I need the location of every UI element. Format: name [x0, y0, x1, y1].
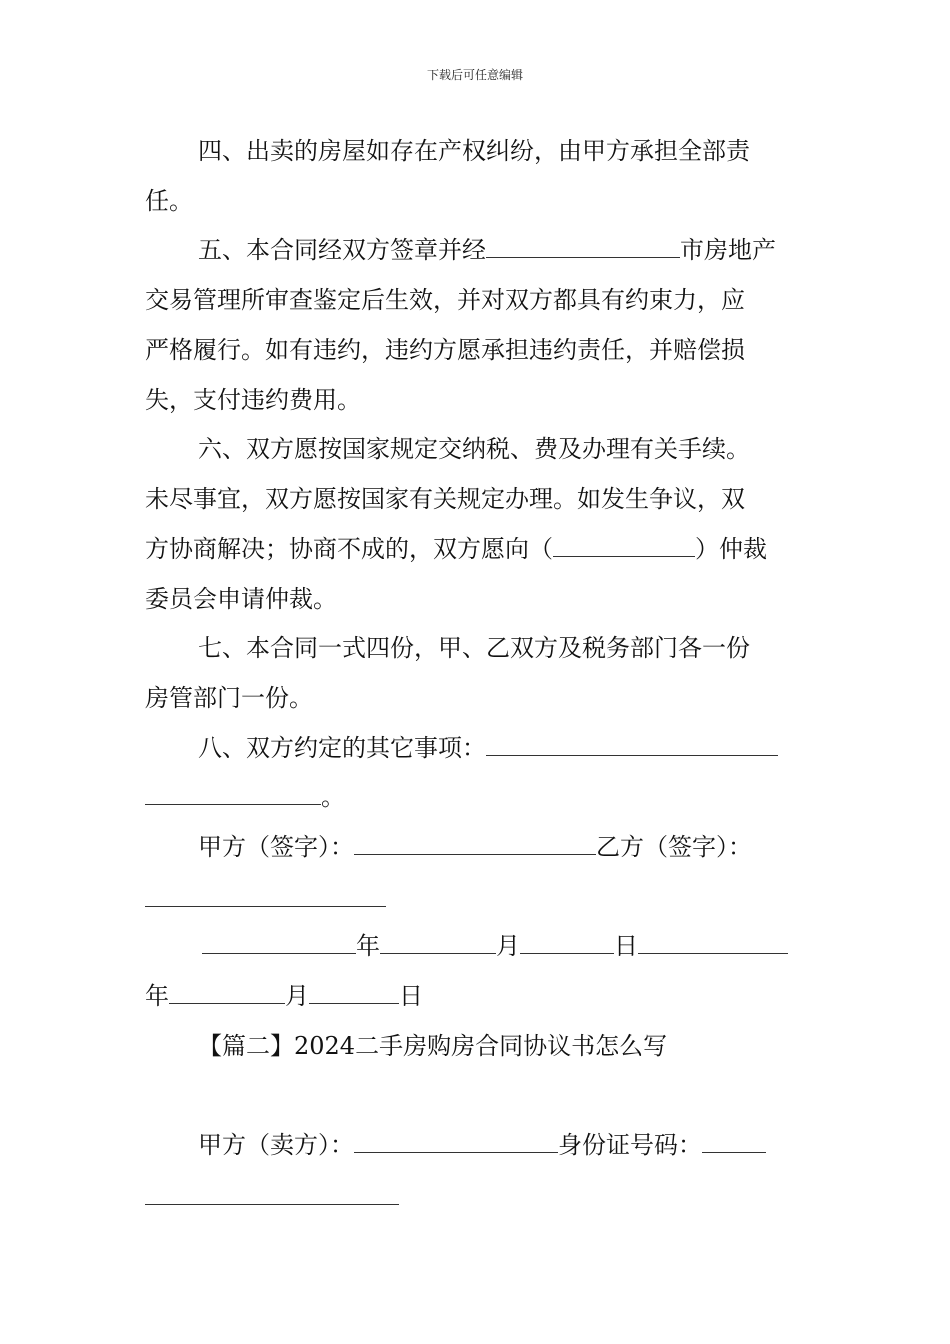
clause-7-line-2: 房管部门一份。	[145, 684, 313, 712]
clause-8-line-1	[145, 731, 860, 765]
clause-8-label: 八、双方约定的其它事项：	[198, 734, 486, 762]
day-label-a: 日	[614, 932, 638, 960]
other-matters-blank-2[interactable]	[145, 780, 321, 805]
year-blank-b[interactable]	[638, 929, 788, 954]
year-label-a: 年	[356, 932, 380, 960]
clause-8-line-2	[145, 780, 807, 814]
month-blank-a[interactable]	[380, 929, 496, 954]
clause-6-line-3	[145, 532, 807, 566]
clause-6-text-b: ）仲裁	[695, 535, 767, 563]
day-blank-a[interactable]	[520, 929, 614, 954]
month-blank-b[interactable]	[169, 979, 285, 1004]
party-b-sign-label: 乙方（签字）：	[596, 833, 752, 861]
seller-line	[145, 1128, 860, 1162]
clause-5-text-a: 五、本合同经双方签章并经	[198, 236, 486, 264]
page-header: 下载后可任意编辑	[426, 68, 523, 82]
month-label-a: 月	[496, 932, 520, 960]
seller-id-label: 身份证号码：	[558, 1131, 702, 1159]
clause-5-text-b: 市房地产	[680, 236, 776, 264]
arbitration-blank[interactable]	[553, 532, 695, 557]
clause-7-line-1: 七、本合同一式四份，甲、乙双方及税务部门各一份	[198, 634, 750, 662]
clause-4-line-1: 四、出卖的房屋如存在产权纠纷，由甲方承担全部责	[198, 137, 750, 165]
clause-6-line-4: 委员会申请仲裁。	[145, 585, 337, 613]
clause-5-line-4: 失，支付违约费用。	[145, 386, 361, 414]
clause-5-line-3: 严格履行。如有违约，违约方愿承担违约责任，并赔偿损	[145, 336, 745, 364]
date-line-1	[145, 929, 864, 963]
day-label-b: 日	[399, 982, 423, 1010]
seller-id-blank[interactable]	[702, 1128, 766, 1153]
year-blank-a[interactable]	[202, 929, 356, 954]
party-a-sign-blank[interactable]	[354, 830, 596, 855]
day-blank-b[interactable]	[309, 979, 399, 1004]
clause-4-line-2: 任。	[145, 187, 193, 215]
authority-blank[interactable]	[486, 233, 680, 258]
party-a-sign-label: 甲方（签字）：	[198, 833, 354, 861]
seller-id-blank-2[interactable]	[145, 1204, 399, 1205]
year-label-b: 年	[145, 982, 169, 1010]
part-2-title: 【篇二】2024二手房购房合同协议书怎么写	[198, 1032, 668, 1060]
month-label-b: 月	[285, 982, 309, 1010]
clause-6-line-1: 六、双方愿按国家规定交纳税、费及办理有关手续。	[198, 435, 750, 463]
date-line-2	[145, 979, 807, 1013]
other-matters-blank[interactable]	[486, 731, 778, 756]
party-b-sign-blank[interactable]	[145, 906, 386, 907]
seller-name-blank[interactable]	[354, 1128, 558, 1153]
clause-6-line-2: 未尽事宜，双方愿按国家有关规定办理。如发生争议，双	[145, 485, 745, 513]
clause-6-text-a: 方协商解决；协商不成的，双方愿向（	[145, 535, 553, 563]
seller-label: 甲方（卖方）：	[198, 1131, 354, 1159]
clause-5-line-1	[145, 233, 860, 267]
signature-line	[145, 830, 860, 864]
clause-5-line-2: 交易管理所审查鉴定后生效，并对双方都具有约束力，应	[145, 286, 745, 314]
clause-8-end: 。	[321, 783, 345, 811]
